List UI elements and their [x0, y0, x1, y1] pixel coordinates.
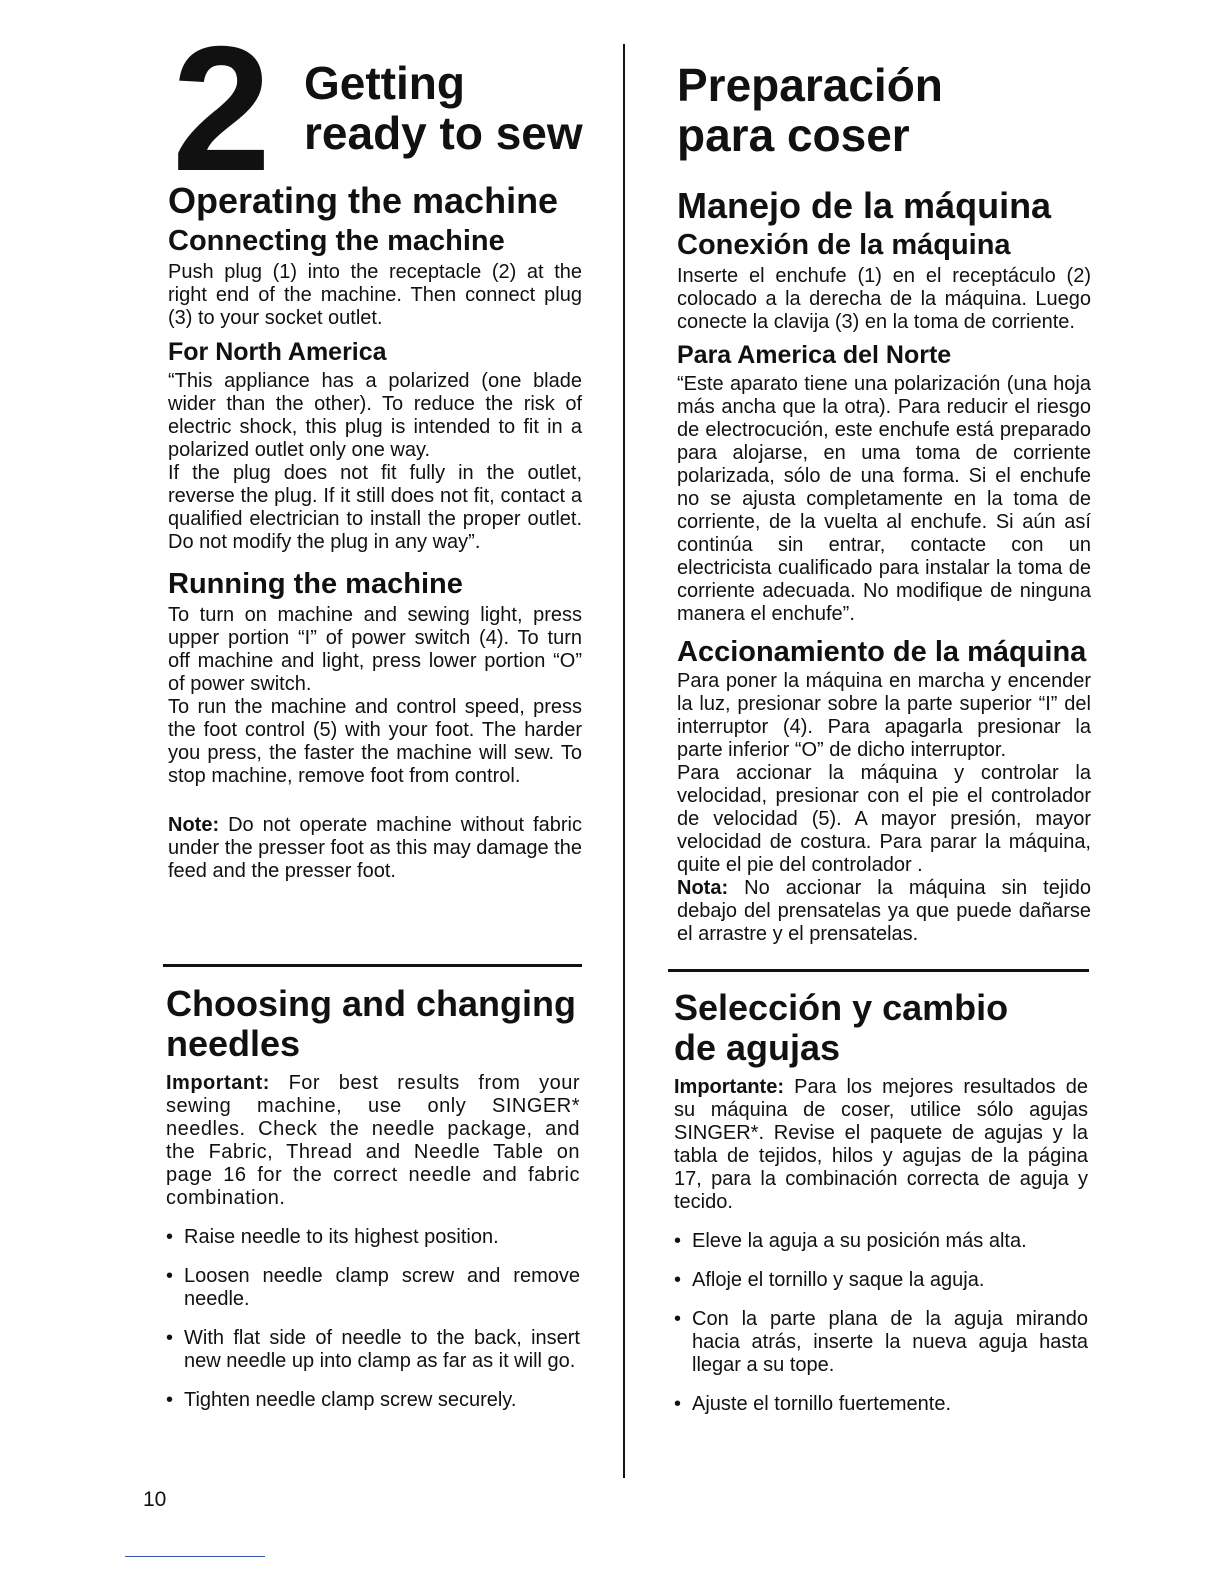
bullet-icon: •: [166, 1389, 174, 1411]
bullet-icon: •: [166, 1265, 174, 1287]
running-text: Para poner la máquina en marcha y encender la luz, presionar sobre la parte superior “I” del interruptor (4). Para apagarla presionar la parte inferior “O” de dicho interruptor.: [677, 670, 1091, 761]
section-heading: Selección y cambio de agujas: [674, 987, 1009, 1068]
chapter-title-line1: Getting: [304, 57, 465, 109]
section-heading: Operating the machine: [168, 180, 559, 221]
north-america-text: “Este aparato tiene una polarización (una hoja más ancha que la otra). Para reducir el riesgo de electrocución, este enchufe está preparado para alojarse, en uma toma de corriente polarizada, sólo de una forma. Si el enchufe no se ajusta completamente en la toma de corriente, de la vuelta al enchufe. Si aún así continúa sin entrar, contacte con un electricista cualificado para instalar la toma de corriente adecuada. No modifique de ninguna manera el enchufe”.: [677, 373, 1091, 625]
note-label: Note:: [168, 814, 220, 836]
bullet-icon: •: [166, 1327, 174, 1349]
subheading-north-america: For North America: [168, 338, 387, 366]
subheading-running: Accionamiento de la máquina: [677, 636, 1087, 668]
note-label: Nota:: [677, 877, 729, 899]
list-item-text: Raise needle to its highest position.: [184, 1226, 499, 1248]
note-text: [168, 814, 582, 883]
list-item: [674, 1269, 1088, 1292]
note-body: Do not operate machine without fabric under the presser foot as this may damage the feed and the presser foot.: [168, 814, 582, 882]
list-item: [674, 1230, 1088, 1253]
subheading-north-america: Para America del Norte: [677, 341, 952, 369]
bullet-icon: •: [674, 1230, 682, 1252]
chapter-title-line2: para coser: [677, 109, 910, 161]
divider: [668, 969, 1089, 972]
note-text: [677, 877, 1091, 946]
important-body: Para los mejores resultados de su máquina de coser, utilice sólo agujas SINGER*. Revise el paquete de agujas y la tabla de tejidos, hilos y agujas de la página 17, para la combinación correcta de aguja y tecido.: [674, 1076, 1088, 1213]
list-item: [166, 1226, 580, 1249]
important-label: Importante:: [674, 1076, 784, 1098]
list-item: [166, 1327, 580, 1373]
footer-line: [125, 1556, 265, 1557]
important-text: [674, 1076, 1088, 1214]
important-label: Important:: [166, 1072, 270, 1094]
bullet-icon: •: [674, 1269, 682, 1291]
running-text: Para accionar la máquina y controlar la velocidad, presionar con el pie el controlador de velocidad (5). A mayor presión, mayor velocidad de costura. Para parar la máquina, quite el pie del controlador .: [677, 762, 1091, 876]
divider: [163, 964, 582, 967]
important-text: [166, 1072, 580, 1210]
list-item-text: Afloje el tornillo y saque la aguja.: [692, 1269, 985, 1291]
section-heading: Manejo de la máquina: [677, 185, 1052, 226]
bullet-icon: •: [674, 1393, 682, 1415]
subheading-connecting: Conexión de la máquina: [677, 229, 1011, 261]
list-item: [674, 1393, 1088, 1416]
section-heading: Choosing and changing needles: [166, 983, 576, 1064]
list-item-text: Eleve la aguja a su posición más alta.: [692, 1230, 1027, 1252]
running-text: To run the machine and control speed, press the foot control (5) with your foot. The harder you press, the faster the machine will sew. To stop machine, remove foot from control.: [168, 696, 582, 787]
subheading-connecting: Connecting the machine: [168, 225, 505, 257]
north-america-text: If the plug does not fit fully in the outlet, reverse the plug. If it still does not fit, contact a qualified electrician to install the proper outlet. Do not modify the plug in any way”.: [168, 462, 582, 553]
chapter-title-line2: ready to sew: [304, 107, 583, 159]
list-item-text: Loosen needle clamp screw and remove needle.: [184, 1265, 580, 1310]
chapter-number: 2: [172, 9, 267, 208]
bullet-icon: •: [166, 1226, 174, 1248]
list-item-text: With flat side of needle to the back, insert new needle up into clamp as far as it will go.: [184, 1327, 580, 1372]
connecting-text: Inserte el enchufe (1) en el receptáculo (2) colocado a la derecha de la máquina. Luego conecte la clavija (3) en la toma de corriente.: [677, 265, 1091, 333]
list-item: [166, 1265, 580, 1311]
left-section-needles: [166, 984, 580, 1412]
page-number: 10: [143, 1488, 167, 1511]
connecting-text: Push plug (1) into the receptacle (2) at the right end of the machine. Then connect plug (3) to your socket outlet.: [168, 261, 582, 329]
bullet-icon: •: [674, 1308, 682, 1330]
subheading-running: Running the machine: [168, 568, 463, 600]
list-item: [674, 1308, 1088, 1377]
list-item: [166, 1389, 580, 1412]
north-america-text: “This appliance has a polarized (one blade wider than the other). To reduce the risk of electric shock, this plug is intended to fit in a polarized outlet only one way.: [168, 370, 582, 461]
list-item-text: Tighten needle clamp screw securely.: [184, 1389, 517, 1411]
list-item-text: Con la parte plana de la aguja mirando hacia atrás, inserte la nueva aguja hasta llegar a su tope.: [692, 1308, 1088, 1376]
right-section-operating: [677, 186, 1091, 946]
chapter-title: [304, 58, 583, 158]
chapter-title-line1: Preparación: [677, 59, 943, 111]
column-divider: [623, 44, 625, 1478]
running-text: To turn on machine and sewing light, press upper portion “I” of power switch (4). To turn off machine and light, press lower portion “O” of power switch.: [168, 604, 582, 695]
chapter-title-es: [677, 60, 943, 160]
list-item-text: Ajuste el tornillo fuertemente.: [692, 1393, 952, 1415]
left-section-operating: [168, 181, 582, 883]
right-section-needles: [674, 988, 1088, 1416]
note-body: No accionar la máquina sin tejido debajo del prensatelas ya que puede dañarse el arrastre y el prensatelas.: [677, 877, 1091, 945]
important-body: For best results from your sewing machine, use only SINGER* needles. Check the needle package, and the Fabric, Thread and Needle Table on page 16 for the correct needle and fabric combination.: [166, 1072, 580, 1209]
